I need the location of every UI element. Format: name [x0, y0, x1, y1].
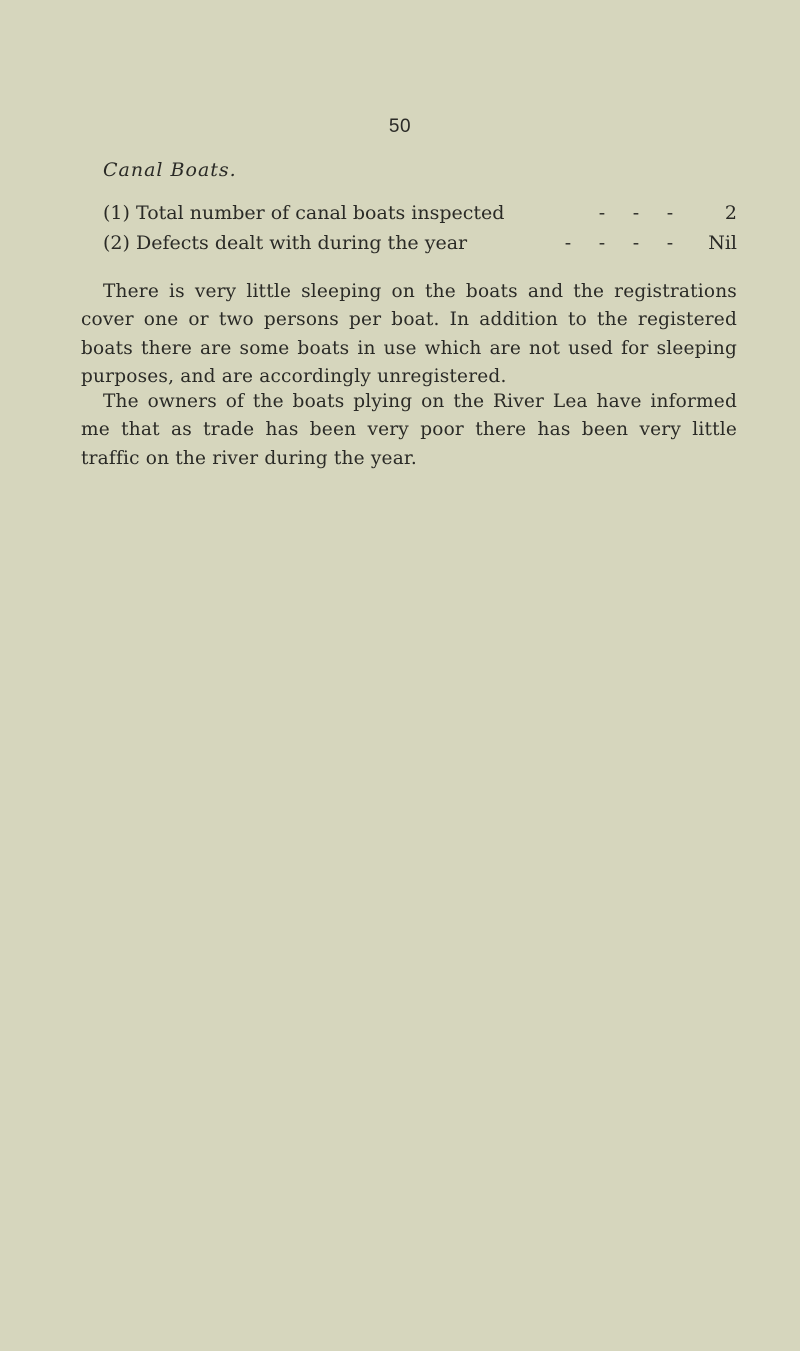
list-item — [103, 198, 737, 228]
item-number: (1) — [103, 202, 130, 224]
leader-dash: - — [564, 232, 572, 254]
paragraph-sleeping: There is very little sleeping on the boats and the registrations cover one or two persons per boat. In addition to the registered boats there are some boats in use which are not used for sleeping purposes, and are accordingly unregistered. — [81, 280, 737, 388]
item-number: (2) — [103, 232, 130, 254]
dot-leader — [585, 198, 687, 228]
list-item — [103, 228, 737, 258]
item-text: Total number of canal boats inspected — [136, 202, 505, 224]
item-value: 2 — [724, 202, 737, 224]
leader-dash: - — [598, 232, 606, 254]
item-value: Nil — [708, 232, 737, 254]
paragraph-river-traffic: The owners of the boats plying on the River Lea have informed me that as trade has been very poor there has been very little traffic on the river during the year. — [81, 390, 737, 469]
leader-dash: - — [632, 202, 640, 224]
leader-dash: - — [598, 202, 606, 224]
item-text: Defects dealt with during the year — [136, 232, 468, 254]
page-number: 50 — [388, 116, 412, 137]
dot-leader — [551, 228, 687, 258]
leader-dash: - — [632, 232, 640, 254]
leader-dash: - — [666, 202, 674, 224]
leader-dash: - — [666, 232, 674, 254]
inspection-list — [103, 198, 737, 258]
section-title: Canal Boats. — [103, 159, 237, 181]
